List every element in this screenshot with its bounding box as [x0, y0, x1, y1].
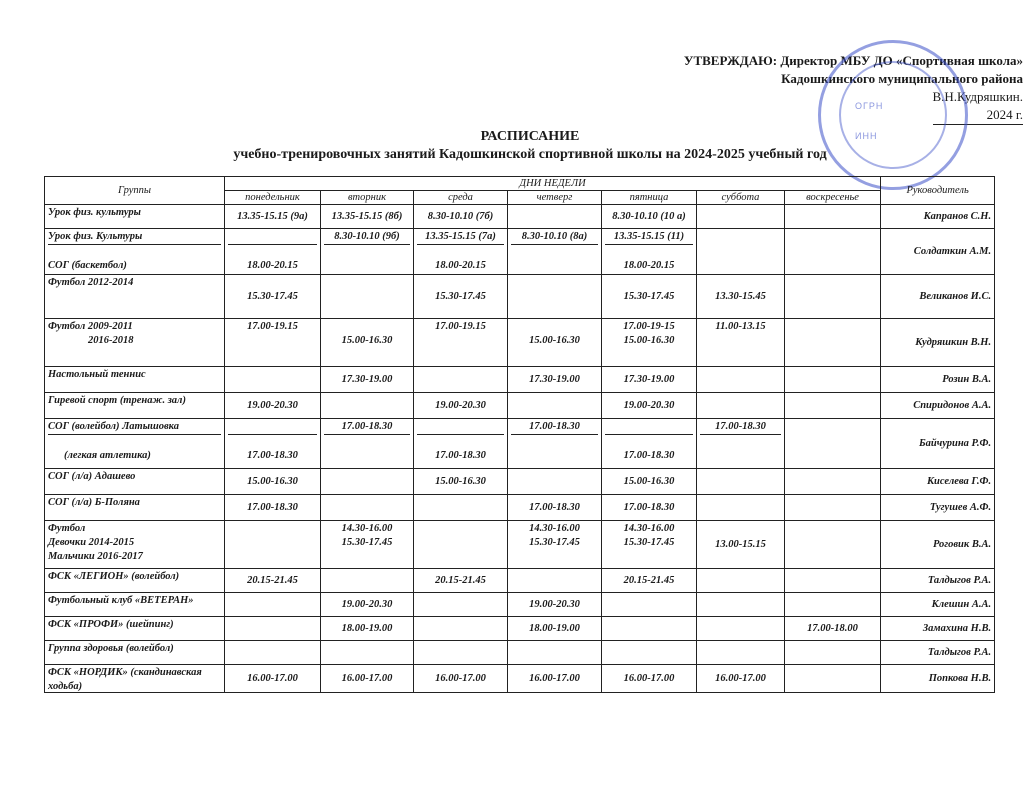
time-slot: 15.00-16.30 [529, 335, 580, 346]
time-slot: 16.00-17.00 [435, 672, 486, 684]
day-header: суббота [697, 191, 785, 205]
time-cell-суббота [697, 495, 785, 521]
time-cell-вторник [321, 229, 414, 275]
group-cell [45, 205, 225, 229]
group-name-line: (легкая атлетика) [64, 450, 151, 461]
time-slot: 17.00-19-15 [623, 321, 675, 332]
time-cell-среда [414, 419, 508, 469]
approval-line-1: УТВЕРЖДАЮ: Директор МБУ ДО «Спортивная школа» [683, 53, 1023, 68]
time-slot [417, 420, 504, 435]
time-cell-воскресенье [785, 393, 881, 419]
time-cell-четверг [508, 319, 602, 367]
time-cell-четверг [508, 617, 602, 641]
time-cell-вторник [321, 319, 414, 367]
table-row [45, 469, 995, 495]
group-cell [45, 275, 225, 319]
time-slot: 19.00-20.30 [529, 598, 580, 610]
time-cell-воскресенье [785, 229, 881, 275]
time-slot [417, 435, 504, 449]
time-cell-четверг [508, 665, 602, 693]
time-cell-понедельник [225, 275, 321, 319]
time-cell-среда [414, 665, 508, 693]
official-stamp [818, 40, 968, 190]
time-cell-пятница [602, 367, 697, 393]
time-slot [417, 334, 504, 348]
time-cell-понедельник [225, 469, 321, 495]
group-name-line: Группа здоровья (волейбол) [48, 643, 174, 654]
time-slot: 13.35-15.15 (11) [605, 230, 693, 245]
time-cell-четверг [508, 521, 602, 569]
group-cell [45, 617, 225, 641]
leader-cell: Попкова Н.В. [881, 665, 995, 693]
time-cell-вторник [321, 665, 414, 693]
time-slot: 16.00-17.00 [715, 672, 766, 684]
group-cell [45, 665, 225, 693]
group-name-line: Урок физ. Культуры [48, 230, 221, 245]
time-slot [228, 334, 317, 348]
time-cell-суббота [697, 229, 785, 275]
time-cell-среда [414, 569, 508, 593]
time-slot: 15.30-17.45 [623, 537, 675, 548]
time-cell-воскресенье [785, 275, 881, 319]
time-cell-пятница [602, 229, 697, 275]
approval-date: 2024 г. [933, 106, 1023, 125]
time-cell-среда [414, 617, 508, 641]
time-cell-пятница [602, 641, 697, 665]
time-cell-суббота [697, 665, 785, 693]
time-cell-понедельник [225, 665, 321, 693]
day-header: понедельник [225, 191, 321, 205]
table-row [45, 495, 995, 521]
time-slot [324, 259, 410, 273]
day-header: четверг [508, 191, 602, 205]
leader-cell: Замахина Н.В. [881, 617, 995, 641]
leader-cell: Капранов С.Н. [881, 205, 995, 229]
table-row [45, 641, 995, 665]
time-slot: 20.15-21.45 [247, 574, 298, 586]
time-cell-понедельник [225, 367, 321, 393]
group-cell [45, 521, 225, 569]
time-slot: 14.30-16.00 [341, 523, 393, 534]
group-name-line [48, 245, 221, 259]
time-cell-пятница [602, 393, 697, 419]
time-slot: 15.30-17.45 [623, 290, 675, 302]
group-name-line: СОГ (баскетбол) [48, 260, 127, 271]
table-row [45, 275, 995, 319]
time-cell-понедельник [225, 641, 321, 665]
time-slot [605, 435, 693, 449]
time-cell-вторник [321, 367, 414, 393]
time-cell-среда [414, 205, 508, 229]
time-cell-среда [414, 319, 508, 367]
time-slot: 17.30-19.00 [623, 373, 675, 385]
days-header: ДНИ НЕДЕЛИ [225, 177, 881, 191]
table-row [45, 665, 995, 693]
time-slot: 13.35-15.15 (8б) [331, 210, 403, 222]
time-cell-воскресенье [785, 665, 881, 693]
time-cell-воскресенье [785, 319, 881, 367]
time-cell-среда [414, 393, 508, 419]
time-cell-суббота [697, 275, 785, 319]
time-cell-четверг [508, 593, 602, 617]
stamp-text-ogrn: ОГРН [855, 101, 884, 111]
time-cell-суббота [697, 469, 785, 495]
leader-cell: Розин В.А. [881, 367, 995, 393]
table-row [45, 319, 995, 367]
time-cell-пятница [602, 569, 697, 593]
leader-cell: Спиридонов А.А. [881, 393, 995, 419]
time-slot: 15.00-16.30 [341, 335, 393, 346]
time-cell-четверг [508, 275, 602, 319]
time-cell-вторник [321, 569, 414, 593]
table-row [45, 521, 995, 569]
time-slot [700, 435, 781, 449]
time-cell-суббота [697, 521, 785, 569]
group-name-line: СОГ (волейбол) Латышовка [48, 420, 221, 435]
table-row [45, 229, 995, 275]
table-row [45, 593, 995, 617]
time-cell-пятница [602, 205, 697, 229]
time-cell-суббота [697, 367, 785, 393]
time-cell-четверг [508, 393, 602, 419]
time-slot: 15.30-17.45 [341, 537, 393, 548]
group-cell [45, 495, 225, 521]
time-cell-четверг [508, 367, 602, 393]
time-slot [511, 320, 598, 334]
time-slot: 16.00-17.00 [529, 672, 580, 684]
time-slot [324, 245, 410, 259]
time-slot: 17.30-19.00 [529, 373, 580, 385]
time-cell-понедельник [225, 495, 321, 521]
time-cell-среда [414, 593, 508, 617]
time-slot: 15.30-17.45 [435, 290, 486, 302]
time-slot: 13.30-15.45 [715, 290, 766, 302]
time-cell-четверг [508, 569, 602, 593]
time-cell-вторник [321, 275, 414, 319]
group-name-line: Настольный теннис [48, 369, 146, 380]
group-name-line [48, 435, 221, 449]
leader-cell: Кудряшкин В.Н. [881, 319, 995, 367]
time-slot [228, 230, 317, 245]
time-cell-понедельник [225, 521, 321, 569]
group-name-line: 2016-2018 [88, 335, 134, 346]
time-cell-понедельник [225, 569, 321, 593]
time-cell-вторник [321, 593, 414, 617]
time-cell-воскресенье [785, 593, 881, 617]
time-cell-вторник [321, 641, 414, 665]
time-slot: 14.30-16.00 [623, 523, 675, 534]
time-slot: 17.00-18.30 [511, 420, 598, 435]
table-row [45, 393, 995, 419]
time-cell-пятница [602, 275, 697, 319]
group-name-line: ФСК «ЛЕГИОН» (волейбол) [48, 571, 180, 582]
time-cell-суббота [697, 319, 785, 367]
table-row [45, 367, 995, 393]
group-cell [45, 319, 225, 367]
group-cell [45, 367, 225, 393]
time-slot: 8.30-10.10 (7б) [427, 210, 494, 222]
group-name-line: СОГ (л/а) Б-Поляна [48, 497, 140, 508]
group-cell [45, 641, 225, 665]
time-cell-четверг [508, 495, 602, 521]
time-slot: 15.30-17.45 [247, 290, 298, 302]
time-cell-воскресенье [785, 521, 881, 569]
time-slot: 8.30-10.10 (9б) [324, 230, 410, 245]
time-slot: 11.00-13.15 [715, 321, 766, 332]
time-slot: 19.00-20.30 [435, 399, 486, 411]
time-cell-суббота [697, 617, 785, 641]
time-slot [511, 245, 598, 259]
time-cell-среда [414, 275, 508, 319]
group-name-line: Гиревой спорт (тренаж. зал) [48, 395, 186, 406]
time-cell-суббота [697, 393, 785, 419]
leader-cell: Солдаткин А.М. [881, 229, 995, 275]
time-cell-понедельник [225, 593, 321, 617]
table-row [45, 569, 995, 593]
time-slot: 18.00-20.15 [435, 260, 486, 271]
time-cell-среда [414, 641, 508, 665]
time-cell-понедельник [225, 205, 321, 229]
approval-line-3: В.Н.Кудряшкин. [932, 89, 1023, 104]
leader-cell: Байчурина Р.Ф. [881, 419, 995, 469]
time-cell-вторник [321, 617, 414, 641]
time-slot [700, 449, 781, 463]
time-cell-вторник [321, 521, 414, 569]
table-row [45, 617, 995, 641]
time-slot [228, 435, 317, 449]
groups-header: Группы [45, 177, 225, 205]
time-cell-вторник [321, 205, 414, 229]
time-slot: 17.00-18.30 [623, 450, 675, 461]
time-cell-суббота [697, 569, 785, 593]
leader-cell: Роговик В.А. [881, 521, 995, 569]
title-line-2: учебно-тренировочных занятий Кадошкинской спортивной школы на 2024-2025 учебный год [233, 147, 827, 162]
time-cell-понедельник [225, 319, 321, 367]
time-slot: 17.00-19.15 [247, 321, 298, 332]
time-slot: 17.00-18.30 [623, 501, 675, 513]
group-name-line: Девочки 2014-2015 [48, 537, 135, 548]
group-cell [45, 419, 225, 469]
time-cell-понедельник [225, 419, 321, 469]
time-slot: 13.00-15.15 [715, 538, 766, 550]
time-cell-вторник [321, 419, 414, 469]
time-slot: 15.00-16.30 [247, 475, 298, 487]
group-name-line: СОГ (л/а) Адашево [48, 471, 136, 482]
time-slot [511, 449, 598, 463]
title-line-1: РАСПИСАНИЕ [480, 129, 580, 144]
time-slot: 18.00-20.15 [247, 260, 298, 271]
time-cell-среда [414, 495, 508, 521]
group-name-line: Футбол 2009-2011 [48, 321, 133, 332]
leader-cell: Великанов И.С. [881, 275, 995, 319]
time-slot: 18.00-20.15 [623, 260, 675, 271]
time-cell-пятница [602, 419, 697, 469]
time-slot [511, 259, 598, 273]
leader-cell: Талдыгов Р.А. [881, 641, 995, 665]
leader-cell: Киселева Г.Ф. [881, 469, 995, 495]
time-slot [417, 245, 504, 259]
time-cell-понедельник [225, 229, 321, 275]
time-slot: 17.00-18.30 [247, 501, 298, 513]
time-slot [605, 420, 693, 435]
table-row [45, 419, 995, 469]
time-cell-воскресенье [785, 205, 881, 229]
time-slot: 15.00-16.30 [623, 335, 675, 346]
approval-line-2: Кадошкинского муниципального района [781, 71, 1023, 86]
time-slot: 20.15-21.45 [435, 574, 486, 586]
time-slot: 8.30-10.10 (8а) [511, 230, 598, 245]
time-slot: 13.35-15.15 (7а) [417, 230, 504, 245]
time-slot: 17.00-18.30 [324, 420, 410, 435]
leader-cell: Талдыгов Р.А. [881, 569, 995, 593]
time-cell-воскресенье [785, 495, 881, 521]
day-header: вторник [321, 191, 414, 205]
leader-cell: Тугушев А.Ф. [881, 495, 995, 521]
time-slot: 13.35-15.15 (9а) [237, 210, 308, 222]
time-cell-пятница [602, 319, 697, 367]
time-slot: 19.00-20.30 [623, 399, 675, 411]
stamp-text-inn: ИНН [855, 131, 878, 141]
time-cell-среда [414, 521, 508, 569]
time-slot: 16.00-17.00 [247, 672, 298, 684]
time-cell-понедельник [225, 617, 321, 641]
time-cell-среда [414, 469, 508, 495]
time-cell-вторник [321, 393, 414, 419]
time-slot: 17.00-18.00 [807, 622, 858, 634]
time-slot: 8.30-10.10 (10 а) [612, 210, 686, 222]
time-cell-воскресенье [785, 469, 881, 495]
schedule-table [44, 176, 995, 693]
time-cell-среда [414, 367, 508, 393]
leader-header: Руководитель [881, 177, 995, 205]
time-slot: 15.00-16.30 [435, 475, 486, 487]
time-cell-вторник [321, 495, 414, 521]
time-cell-четверг [508, 419, 602, 469]
time-slot: 17.00-18.30 [529, 501, 580, 513]
time-cell-пятница [602, 665, 697, 693]
group-cell [45, 393, 225, 419]
time-slot [228, 420, 317, 435]
time-cell-пятница [602, 593, 697, 617]
time-slot [324, 449, 410, 463]
time-cell-воскресенье [785, 367, 881, 393]
time-cell-четверг [508, 229, 602, 275]
time-slot: 16.00-17.00 [623, 672, 675, 684]
time-cell-пятница [602, 521, 697, 569]
time-slot: 17.30-19.00 [341, 373, 393, 385]
group-name-line: Урок физ. культуры [48, 207, 141, 218]
time-slot: 18.00-19.00 [341, 622, 393, 634]
time-cell-воскресенье [785, 641, 881, 665]
time-slot: 17.00-19.15 [435, 321, 486, 332]
group-cell [45, 569, 225, 593]
time-cell-пятница [602, 469, 697, 495]
time-slot: 16.00-17.00 [341, 672, 393, 684]
document-title [0, 128, 1035, 164]
group-name-line: Мальчики 2016-2017 [48, 551, 143, 562]
time-cell-пятница [602, 495, 697, 521]
time-slot: 19.00-20.30 [247, 399, 298, 411]
time-cell-суббота [697, 593, 785, 617]
time-cell-понедельник [225, 393, 321, 419]
time-slot [511, 435, 598, 449]
time-slot: 17.00-18.30 [700, 420, 781, 435]
time-slot: 19.00-20.30 [341, 598, 393, 610]
group-name-line: Футбол 2012-2014 [48, 277, 134, 288]
time-cell-четверг [508, 641, 602, 665]
day-header: пятница [602, 191, 697, 205]
leader-cell: Клешин А.А. [881, 593, 995, 617]
time-cell-пятница [602, 617, 697, 641]
time-cell-суббота [697, 205, 785, 229]
time-slot [228, 245, 317, 259]
time-slot [700, 334, 781, 348]
time-slot: 18.00-19.00 [529, 622, 580, 634]
time-cell-воскресенье [785, 617, 881, 641]
group-name-line: ФСК «ПРОФИ» (шейпинг) [48, 619, 174, 630]
time-cell-среда [414, 229, 508, 275]
time-slot: 17.00-18.30 [247, 450, 298, 461]
day-header: среда [414, 191, 508, 205]
time-cell-воскресенье [785, 419, 881, 469]
time-slot: 17.00-18.30 [435, 450, 486, 461]
group-cell [45, 469, 225, 495]
time-cell-четверг [508, 205, 602, 229]
table-row [45, 205, 995, 229]
group-name-line: ФСК «НОРДИК» (скандинавская ходьба) [48, 667, 202, 692]
time-slot: 20.15-21.45 [623, 574, 675, 586]
time-cell-воскресенье [785, 569, 881, 593]
day-header: воскресенье [785, 191, 881, 205]
time-cell-суббота [697, 641, 785, 665]
group-cell [45, 593, 225, 617]
time-cell-суббота [697, 419, 785, 469]
time-slot: 15.00-16.30 [623, 475, 675, 487]
time-slot [324, 320, 410, 334]
time-slot [605, 245, 693, 259]
group-name-line: Футбол [48, 523, 86, 534]
group-cell [45, 229, 225, 275]
time-slot [324, 435, 410, 449]
time-slot: 14.30-16.00 [529, 523, 580, 534]
group-name-line: Футбольный клуб «ВЕТЕРАН» [48, 595, 194, 606]
time-slot: 15.30-17.45 [529, 537, 580, 548]
time-cell-вторник [321, 469, 414, 495]
time-cell-четверг [508, 469, 602, 495]
